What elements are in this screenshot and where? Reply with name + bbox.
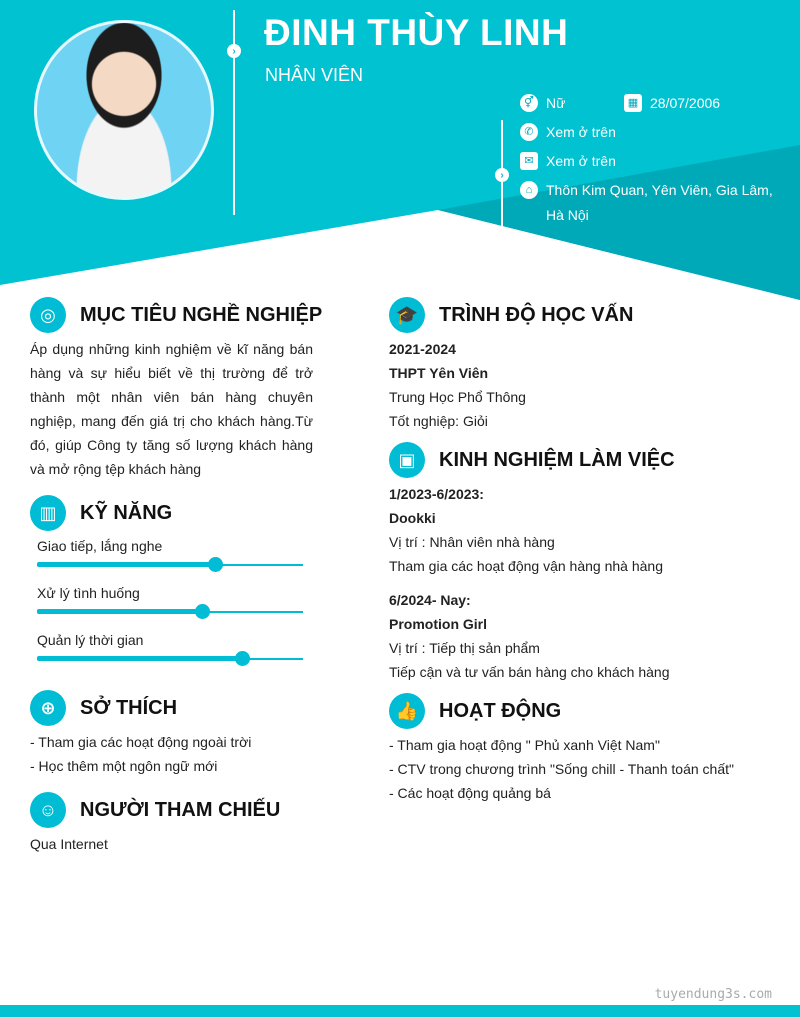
job-period: 6/2024- Nay: bbox=[389, 592, 471, 608]
hobbies-list bbox=[30, 730, 330, 778]
skill-item bbox=[37, 632, 303, 660]
full-name: ĐINH THÙY LINH bbox=[264, 12, 569, 53]
gender-value: Nữ bbox=[546, 95, 566, 111]
skill-track bbox=[37, 611, 303, 613]
job-description: Tham gia các hoạt động vận hàng nhà hàng bbox=[389, 558, 663, 574]
job-title: NHÂN VIÊN bbox=[265, 65, 364, 85]
experience-heading bbox=[389, 442, 675, 478]
experience-title: KINH NGHIỆM LÀM VIỆC bbox=[439, 448, 675, 471]
bar-chart-icon: ▥ bbox=[30, 495, 66, 531]
education-school: THPT Yên Viên bbox=[389, 365, 489, 381]
phone-value: Xem ở trên bbox=[546, 124, 616, 140]
job-position: Vị trí : Nhân viên nhà hàng bbox=[389, 534, 555, 550]
phone-icon: ✆ bbox=[520, 123, 538, 141]
skill-item bbox=[37, 585, 303, 613]
email-info bbox=[520, 149, 616, 174]
education-period: 2021-2024 bbox=[389, 341, 456, 357]
education-details bbox=[389, 337, 769, 433]
list-item: - Các hoạt động quảng bá bbox=[389, 785, 551, 801]
skill-knob bbox=[235, 651, 250, 666]
job-company: Promotion Girl bbox=[389, 616, 487, 632]
birthdate-info bbox=[624, 91, 720, 116]
mail-icon: ✉ bbox=[520, 152, 538, 170]
list-item: - Học thêm một ngôn ngữ mới bbox=[30, 758, 218, 774]
briefcase-icon: ▣ bbox=[389, 442, 425, 478]
skill-fill bbox=[37, 562, 215, 567]
references-title: NGƯỜI THAM CHIẾU bbox=[80, 798, 281, 821]
skill-label: Quản lý thời gian bbox=[37, 632, 144, 648]
hobbies-heading bbox=[30, 690, 177, 726]
list-item: - CTV trong chương trình "Sống chill - Thanh toán chất" bbox=[389, 761, 734, 777]
thumbs-up-icon: 👍 bbox=[389, 693, 425, 729]
gender-info bbox=[520, 91, 565, 116]
skills-title: KỸ NĂNG bbox=[80, 501, 173, 524]
user-icon: ☺ bbox=[30, 792, 66, 828]
address-line-2: Hà Nội bbox=[546, 207, 589, 223]
list-item: - Tham gia các hoạt động ngoài trời bbox=[30, 734, 252, 750]
list-item: - Tham gia hoạt động " Phủ xanh Việt Nam" bbox=[389, 737, 660, 753]
education-heading bbox=[389, 297, 633, 333]
job-description: Tiếp cận và tư vấn bán hàng cho khách hàng bbox=[389, 664, 670, 680]
experience-job bbox=[389, 588, 769, 684]
job-period: 1/2023-6/2023: bbox=[389, 486, 484, 502]
skill-item bbox=[37, 538, 303, 566]
objective-heading bbox=[30, 297, 322, 333]
skill-fill bbox=[37, 609, 202, 614]
objective-text: Áp dụng những kinh nghiệm về kĩ năng bán hàng và sự hiểu biết về thị trường để trở thành một nhân viên bán hàng chuyên nghiệp, mang đến giá trị cho khách hàng.Từ đó, giúp Công ty tăng số lượng khách hàng và mở rộng tệp khách hàng bbox=[30, 341, 313, 477]
gamepad-icon: ⊕ bbox=[30, 690, 66, 726]
education-level: Trung Học Phổ Thông bbox=[389, 389, 526, 405]
footer-bar bbox=[0, 1005, 800, 1017]
chevron-right-icon: › bbox=[495, 168, 509, 182]
skill-track bbox=[37, 658, 303, 660]
job-company: Dookki bbox=[389, 510, 436, 526]
email-value: Xem ở trên bbox=[546, 153, 616, 169]
hobbies-title: SỞ THÍCH bbox=[80, 696, 178, 719]
address-info bbox=[520, 178, 780, 228]
watermark: tuyendung3s.com bbox=[654, 987, 772, 1002]
gender-icon: ⚥ bbox=[520, 94, 538, 112]
activities-heading bbox=[389, 693, 561, 729]
skill-label: Xử lý tình huống bbox=[37, 585, 140, 601]
education-title: TRÌNH ĐỘ HỌC VẤN bbox=[439, 303, 634, 326]
phone-info bbox=[520, 120, 616, 145]
graduation-cap-icon: 🎓 bbox=[389, 297, 425, 333]
address-line-1: Thôn Kim Quan, Yên Viên, Gia Lâm, bbox=[546, 182, 773, 198]
skill-fill bbox=[37, 656, 242, 661]
references-text: Qua Internet bbox=[30, 836, 108, 852]
skill-knob bbox=[208, 557, 223, 572]
address-value bbox=[546, 178, 773, 228]
skills-heading bbox=[30, 495, 172, 531]
target-icon: ◎ bbox=[30, 297, 66, 333]
home-icon: ⌂ bbox=[520, 181, 538, 199]
skill-track bbox=[37, 564, 303, 566]
activities-title: HOẠT ĐỘNG bbox=[439, 699, 562, 722]
job-position: Vị trí : Tiếp thị sản phẩm bbox=[389, 640, 540, 656]
skill-knob bbox=[195, 604, 210, 619]
birthdate-value: 28/07/2006 bbox=[650, 95, 721, 111]
references-heading bbox=[30, 792, 280, 828]
education-grade: Tốt nghiệp: Giỏi bbox=[389, 413, 488, 429]
timeline-divider bbox=[233, 10, 235, 215]
objective-title: MỤC TIÊU NGHỀ NGHIỆP bbox=[80, 303, 323, 326]
skill-label: Giao tiếp, lắng nghe bbox=[37, 538, 163, 554]
profile-photo bbox=[34, 20, 214, 200]
calendar-icon: ▦ bbox=[624, 94, 642, 112]
experience-job bbox=[389, 482, 769, 578]
chevron-right-icon: › bbox=[227, 44, 241, 58]
activities-list bbox=[389, 733, 784, 805]
